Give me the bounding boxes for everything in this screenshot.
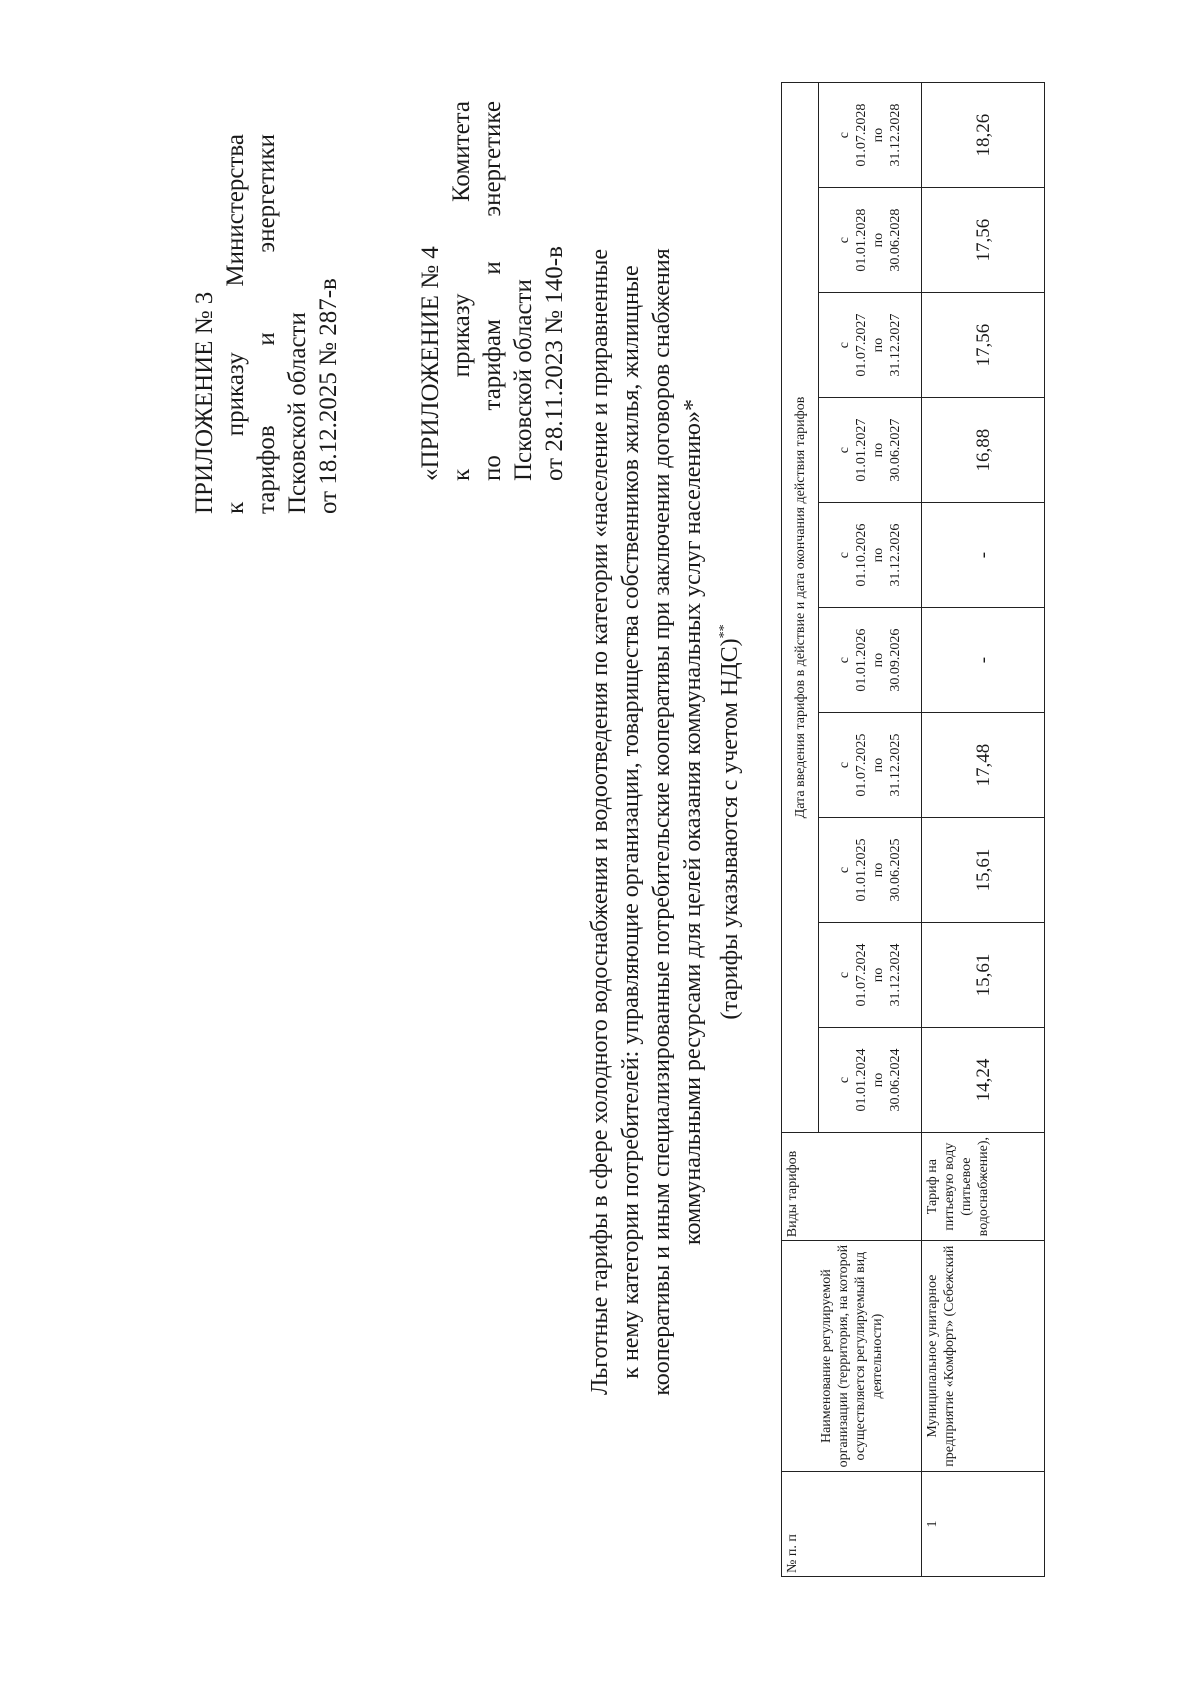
appendix-line: «ПРИЛОЖЕНИЕ № 4 (417, 246, 444, 481)
period-header-cell (819, 608, 922, 713)
period-header-cell (819, 713, 922, 818)
header-period-group: Дата введения тарифов в действие и дата окончания действия тарифов (782, 83, 819, 1133)
period-text: по (871, 652, 886, 668)
period-text: 01.07.2028 (854, 103, 869, 167)
period-text: 31.12.2028 (888, 103, 903, 167)
appendix-current-order (189, 134, 344, 514)
appendix-line: по тарифам и энергетике (479, 101, 506, 481)
appendix-line: от 18.12.2025 № 287-в (315, 278, 342, 514)
tariff-kind-cell: Тариф на питьевую воду (питьевое водоснабжение), (922, 1133, 1045, 1241)
period-header-cell (819, 398, 922, 503)
period-text: с (837, 551, 852, 559)
footnote-mark: ** (717, 624, 732, 639)
appendix-line: к приказу Комитета (448, 101, 475, 481)
appendix-line: тарифов и энергетики (253, 134, 280, 514)
appendix-line: Псковской области (510, 279, 537, 481)
period-text: 30.06.2027 (888, 418, 903, 482)
period-text: по (871, 127, 886, 143)
period-text: 30.06.2025 (888, 838, 903, 902)
tariff-value-cell: 17,48 (922, 713, 1045, 818)
period-text: с (837, 866, 852, 874)
period-text: с (837, 342, 852, 349)
period-text: 30.06.2024 (888, 1048, 903, 1112)
header-tariff-kind: Виды тарифов (782, 1133, 922, 1241)
title-line: коммунальными ресурсами для целей оказания коммунальных услуг населению»* (680, 399, 706, 1245)
tariff-value-cell: - (922, 608, 1045, 713)
period-text: по (871, 967, 886, 983)
period-text: 31.12.2026 (888, 523, 903, 587)
period-text: с (837, 447, 852, 454)
document-title (585, 87, 746, 1557)
header-organization: Наименование регулируемой организации (территория, на которой осуществляется регулируемый вид деятельности) (782, 1241, 922, 1472)
period-header-cell (819, 818, 922, 923)
row-number-cell: 1 (922, 1472, 1045, 1577)
appendix-line: от 28.11.2023 № 140-в (541, 246, 568, 481)
period-text: по (871, 1072, 886, 1088)
tariff-value-cell: 15,61 (922, 818, 1045, 923)
tariff-value-cell: 18,26 (922, 83, 1045, 188)
period-header-cell (819, 83, 922, 188)
appendix-line: к приказу Министерства (222, 134, 249, 514)
period-header-cell (819, 188, 922, 293)
appendix-line: Псковской области (284, 312, 311, 514)
table-row (922, 83, 1045, 1577)
period-header-cell (819, 293, 922, 398)
period-text: по (871, 442, 886, 458)
period-text: с (837, 131, 852, 139)
title-line: кооперативы и иным специализированные потребительские кооперативы при заключении договоров снабжения (649, 248, 675, 1396)
period-text: 01.07.2025 (854, 733, 869, 797)
tariff-table (781, 82, 1045, 1577)
table-header-row (782, 83, 819, 1577)
period-text: с (837, 761, 852, 769)
tariff-value-cell: 16,88 (922, 398, 1045, 503)
period-text: 01.01.2028 (854, 208, 869, 272)
tariff-value-cell: - (922, 503, 1045, 608)
period-text: 01.01.2024 (854, 1048, 869, 1112)
period-header-cell (819, 503, 922, 608)
period-text: с (837, 971, 852, 979)
appendix-previous-order (415, 101, 570, 481)
period-text: по (871, 232, 886, 248)
period-text: 01.01.2025 (854, 838, 869, 902)
tariff-value-cell: 17,56 (922, 293, 1045, 398)
period-text: по (871, 547, 886, 563)
period-text: с (837, 237, 852, 244)
vat-note: (тарифы указываются с учетом НДС) (717, 638, 743, 1020)
title-line: к нему категории потребителей: управляющие организации, товарищества собственников жилья, жилищные (618, 265, 644, 1379)
period-text: 31.12.2025 (888, 733, 903, 797)
period-text: 31.12.2027 (888, 313, 903, 377)
period-text: по (871, 757, 886, 773)
header-number: № п. п (782, 1472, 922, 1577)
period-text: 01.10.2026 (854, 523, 869, 587)
period-text: 30.06.2028 (888, 208, 903, 272)
tariff-value-cell: 14,24 (922, 1028, 1045, 1133)
tariff-value-cell: 17,56 (922, 188, 1045, 293)
period-text: 01.01.2027 (854, 418, 869, 482)
organization-cell: Муниципальное унитарное предприятие «Комфорт» (Себежский (922, 1241, 1045, 1472)
title-line: Льготные тарифы в сфере холодного водоснабжения и водоотведения по категории «население и приравненные (587, 249, 613, 1395)
period-text: 01.01.2026 (854, 628, 869, 692)
tariff-value-cell: 15,61 (922, 923, 1045, 1028)
period-text: 30.09.2026 (888, 628, 903, 692)
period-text: 01.07.2024 (854, 943, 869, 1007)
appendix-line: ПРИЛОЖЕНИЕ № 3 (191, 291, 218, 514)
period-text: по (871, 337, 886, 353)
table-body (922, 83, 1045, 1577)
period-text: с (837, 1076, 852, 1084)
period-text: с (837, 656, 852, 664)
period-text: по (871, 862, 886, 878)
period-text: 01.07.2027 (854, 313, 869, 377)
period-header-cell (819, 923, 922, 1028)
title-note (709, 87, 746, 1557)
period-text: 31.12.2024 (888, 943, 903, 1007)
period-header-cell (819, 1028, 922, 1133)
